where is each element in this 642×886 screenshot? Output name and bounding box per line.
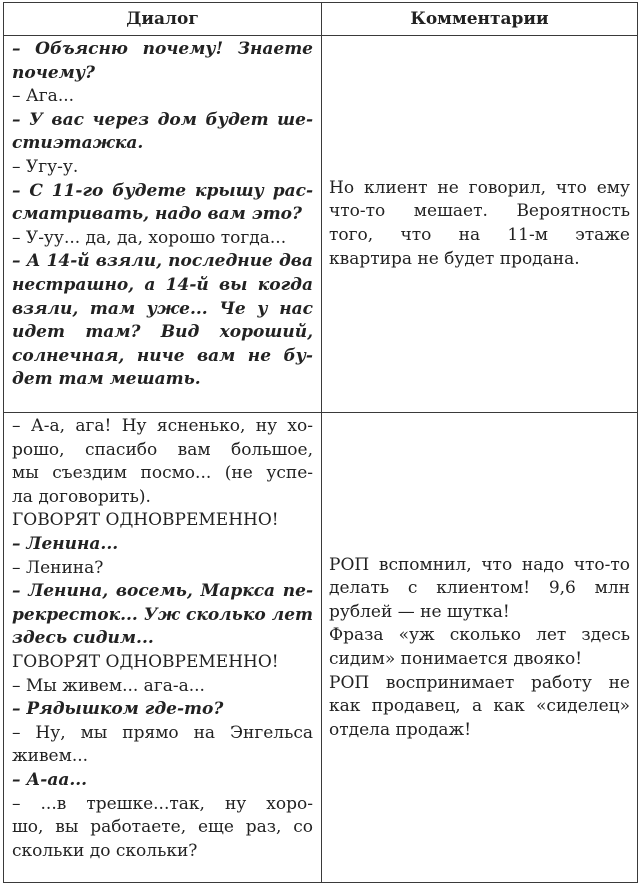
table-row — [4, 36, 637, 413]
header-dialog: Диалог — [4, 3, 322, 35]
dialog-line: рошо, спасибо вам большое, — [12, 439, 313, 460]
dialog-line: ГОВОРЯТ ОДНОВРЕМЕННО! — [12, 651, 279, 672]
dialog-line: сматривать, надо вам это? — [12, 204, 302, 225]
dialog-line: скольки до скольки? — [12, 840, 198, 861]
dialog-line: – С 11-го будете крышу рас- — [12, 180, 313, 201]
dialog-line: рекресток... Уж сколько лет — [12, 604, 313, 625]
comment-cell — [322, 36, 637, 412]
dialog-line: взяли, там уже... Че у нас — [12, 298, 313, 319]
table-header — [4, 3, 637, 36]
dialog-cell — [4, 36, 322, 412]
dialog-line: – У-уу... да, да, хорошо тогда... — [12, 227, 287, 248]
dialog-line: – Ленина? — [12, 557, 104, 578]
dialog-line: живем... — [12, 746, 89, 767]
dialog-line: ла договорить). — [12, 486, 151, 507]
dialog-line: – Ленина, восемь, Маркса пе- — [12, 581, 313, 602]
dialog-line: – Объясню почему! Знаете — [12, 39, 313, 59]
comment-cell — [322, 413, 637, 883]
dialog-line: – Ну, мы прямо на Энгельса — [12, 722, 313, 743]
dialog-line: идет там? Вид хороший, — [12, 322, 313, 343]
dialog-line: – А 14-й взяли, последние два — [12, 251, 313, 272]
dialog-line: – А-а, ага! Ну ясненько, ну хо- — [12, 416, 313, 436]
dialog-line: – Ленина... — [12, 533, 119, 554]
dialog-line: – А-аа... — [12, 769, 88, 790]
dialog-line: – Мы живем... ага-а... — [12, 675, 205, 696]
header-comments: Комментарии — [410, 9, 549, 29]
dialog-line: – Рядышком где-то? — [12, 699, 224, 720]
dialog-cell — [4, 413, 322, 883]
dialog-line: ГОВОРЯТ ОДНОВРЕМЕННО! — [12, 510, 279, 531]
dialog-line: нестрашно, а 14-й вы когда — [12, 274, 313, 295]
dialog-line: дет там мешать. — [12, 369, 201, 390]
comment-paragraph: РОП воспринимает работу не как продавец, а как «сиделец» отдела продаж! — [329, 672, 630, 740]
dialog-line: солнечная, ниче вам не бу- — [12, 345, 313, 366]
dialog-line: стиэтажка. — [12, 133, 144, 154]
dialog-line: – ...в трешке...так, ну хоро- — [12, 793, 313, 814]
table-row — [4, 413, 637, 883]
dialog-line: – У вас через дом будет ше- — [12, 109, 313, 130]
dialog-line: – Угу-у. — [12, 156, 79, 177]
comment-paragraph: Фраза «уж сколько лет здесь сидим» понимается двояко! — [329, 625, 630, 669]
comment-paragraph: Но клиент не говорил, что ему что-то мешает. Вероятность того, что на 11-м этаже квартира не будет продана. — [329, 177, 630, 269]
dialog-line: мы съездим посмо... (не успе- — [12, 463, 313, 484]
dialog-table — [3, 2, 638, 883]
dialog-line: здесь сидим... — [12, 628, 154, 649]
dialog-line: – Ага... — [12, 86, 75, 107]
dialog-line: почему? — [12, 62, 95, 83]
dialog-line: шо, вы работаете, еще раз, со — [12, 817, 313, 838]
comment-paragraph: РОП вспомнил, что надо что-то делать с клиентом! 9,6 млн рублей — не шутка! — [329, 554, 630, 622]
